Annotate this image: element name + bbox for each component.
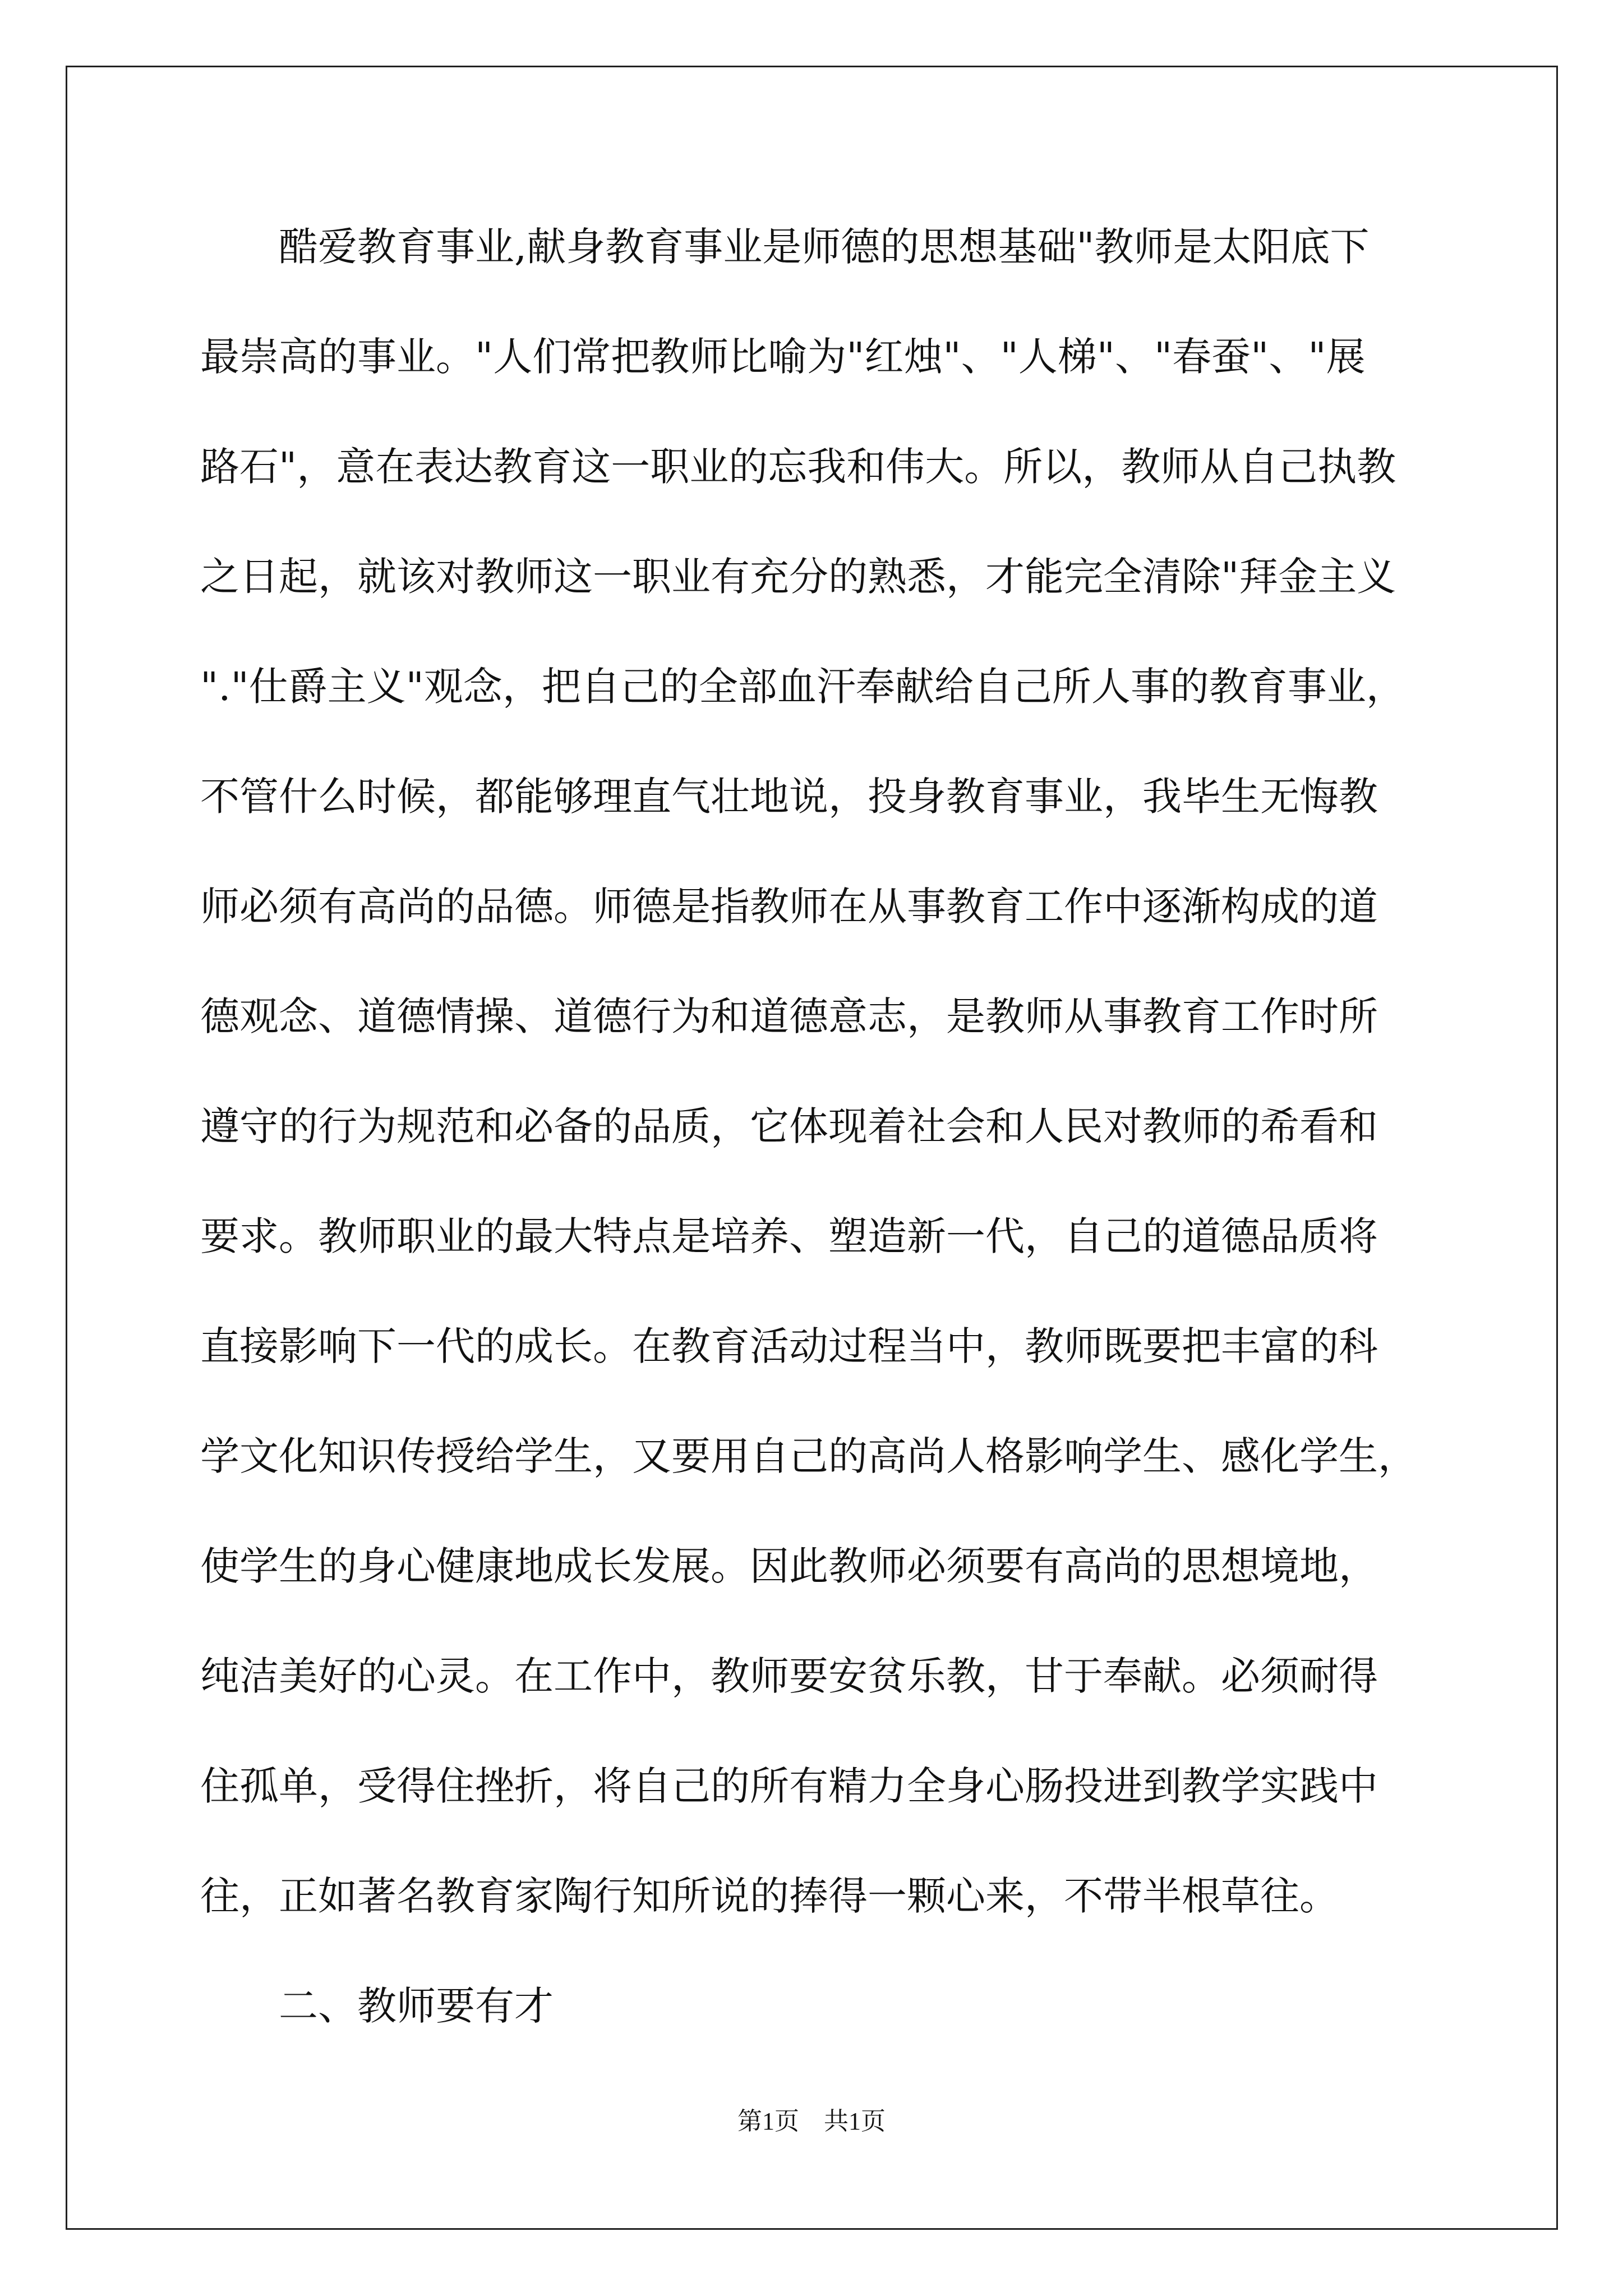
paragraph-line: 路石"，意在表达教育这一职业的忘我和伟大。所以，教师从自己执教 xyxy=(200,444,1396,490)
paragraph-line: 使学生的身心健康地成长发展。因此教师必须要有高尚的思想境地， xyxy=(200,1543,1378,1589)
paragraph-line: 要求。教师职业的最大特点是培养、塑造新一代，自己的道德品质将 xyxy=(200,1213,1378,1259)
paragraph-line: 学文化知识传授给学生，又要用自己的高尚人格影响学生、感化学生， xyxy=(200,1433,1417,1479)
paragraph-line: 住孤单，受得住挫折，将自己的所有精力全身心肠投进到教学实践中 xyxy=(200,1763,1378,1809)
paragraph-line: 遵守的行为规范和必备的品质，它体现着社会和人民对教师的希看和 xyxy=(200,1103,1378,1149)
paragraph-line: 不管什么时候，都能够理直气壮地说，投身教育事业，我毕生无悔教 xyxy=(200,774,1378,820)
paragraph-line: 德观念、道德情操、道德行为和道德意志，是教师从事教育工作时所 xyxy=(200,993,1378,1039)
paragraph-line: 往，正如著名教育家陶行知所说的捧得一颗心来，不带半根草往。 xyxy=(200,1873,1339,1919)
paragraph-line: "."仕爵主义"观念，把自己的全部血汗奉献给自己所人事的教育事业， xyxy=(200,664,1405,710)
paragraph-line: 酷爱教育事业,献身教育事业是师德的思想基础"教师是太阳底下 xyxy=(279,224,1370,270)
paragraph-line: 纯洁美好的心灵。在工作中，教师要安贫乐教，甘于奉献。必须耐得 xyxy=(200,1653,1378,1699)
paragraph-line: 最崇高的事业。"人们常把教师比喻为"红烛"、"人梯"、"春蚕"、"展 xyxy=(200,334,1366,380)
section-heading: 二、教师要有才 xyxy=(279,1983,554,2029)
page-number-footer: 第1页 共1页 xyxy=(737,2108,886,2135)
paragraph-line: 师必须有高尚的品德。师德是指教师在从事教育工作中逐渐构成的道 xyxy=(200,884,1378,930)
paragraph-line: 直接影响下一代的成长。在教育活动过程当中，教师既要把丰富的科 xyxy=(200,1323,1378,1369)
paragraph-line: 之日起，就该对教师这一职业有充分的熟悉，才能完全清除"拜金主义 xyxy=(200,554,1396,600)
